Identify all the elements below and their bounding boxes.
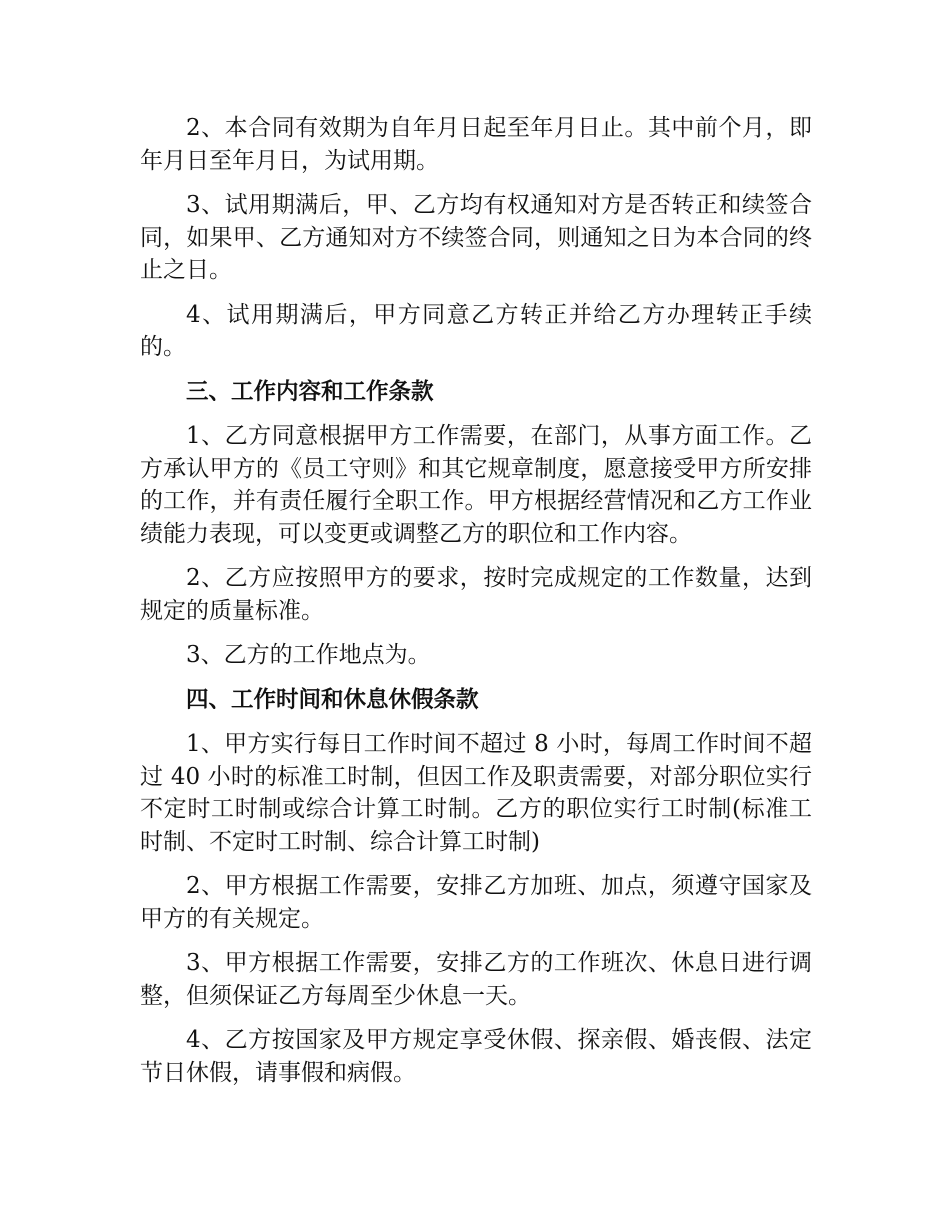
clause-4-3-shift-adjustment: 3、甲方根据工作需要，安排乙方的工作班次、休息日进行调整，但须保证乙方每周至少休息一天。 xyxy=(140,950,812,1009)
clause-4-1-working-hours: 1、甲方实行每日工作时间不超过 8 小时，每周工作时间不超过 40 小时的标准工时制，但因工作及职责需要，对部分职位实行不定时工时制或综合计算工时制。乙方的职位实行工时制(标准工时制、不定时工时制、综合计算工时制) xyxy=(140,731,812,855)
document-body xyxy=(140,112,812,1101)
clause-3-2-work-quality: 2、乙方应按照甲方的要求，按时完成规定的工作数量，达到规定的质量标准。 xyxy=(140,565,812,624)
section-heading-working-hours: 四、工作时间和休息休假条款 xyxy=(186,686,479,713)
clause-4-4-leave: 4、乙方按国家及甲方规定享受休假、探亲假、婚丧假、法定节日休假，请事假和病假。 xyxy=(140,1027,812,1086)
clause-3-1-job-assignment: 1、乙方同意根据甲方工作需要，在部门，从事方面工作。乙方承认甲方的《员工守则》和其它规章制度，愿意接受甲方所安排的工作，并有责任履行全职工作。甲方根据经营情况和乙方工作业绩能力表现，可以变更或调整乙方的职位和工作内容。 xyxy=(140,423,812,547)
clause-2-3-probation-end: 3、试用期满后，甲、乙方均有权通知对方是否转正和续签合同，如果甲、乙方通知对方不续签合同，则通知之日为本合同的终止之日。 xyxy=(140,192,812,283)
clause-4-2-overtime: 2、甲方根据工作需要，安排乙方加班、加点，须遵守国家及甲方的有关规定。 xyxy=(140,873,812,932)
clause-2-4-regularization: 4、试用期满后，甲方同意乙方转正并给乙方办理转正手续的。 xyxy=(140,301,812,360)
clause-3-3-work-location: 3、乙方的工作地点为。 xyxy=(186,642,431,668)
section-heading-work-content: 三、工作内容和工作条款 xyxy=(186,378,434,405)
clause-2-2-validity-period: 2、本合同有效期为自年月日起至年月日止。其中前个月，即年月日至年月日，为试用期。 xyxy=(140,115,812,174)
